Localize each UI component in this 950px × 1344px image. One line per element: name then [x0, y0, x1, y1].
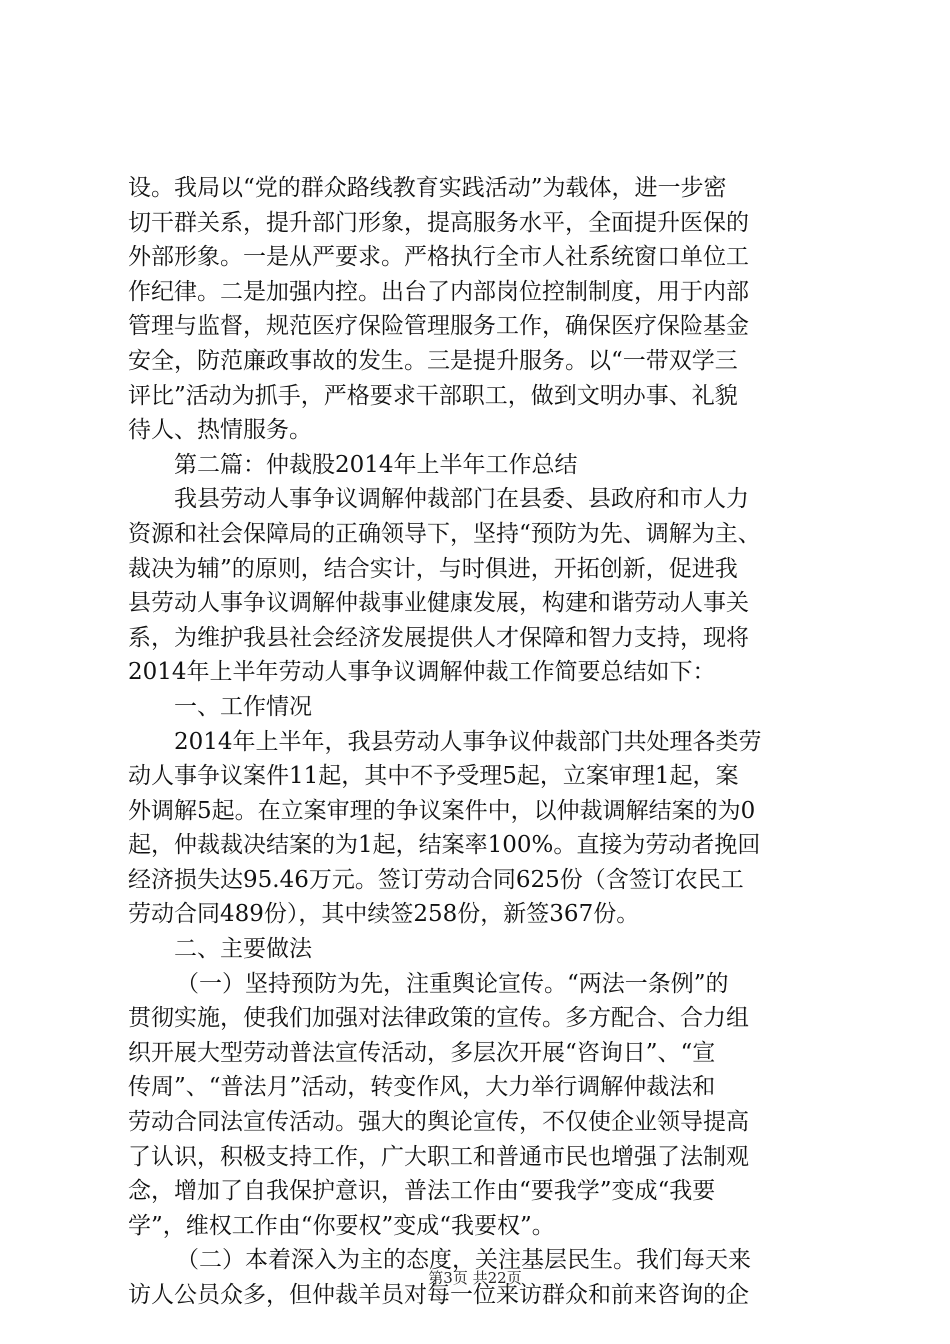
- text-line: 外部形象。一是从严要求。严格执行全市人社系统窗口单位工: [128, 244, 749, 271]
- text-line: 起，仲裁裁决结案的为1起，结案率100%。直接为劳动者挽回: [128, 832, 761, 859]
- text-line: 动人事争议案件11起，其中不予受理5起，立案审理1起，案: [128, 763, 739, 790]
- text-line: 评比”活动为抓手，严格要求干部职工，做到文明办事、礼貌: [128, 382, 738, 409]
- page-footer: 第3页 共22页: [428, 1269, 522, 1287]
- text-line: 县劳动人事争议调解仲裁事业健康发展，构建和谐劳动人事关: [128, 590, 749, 617]
- text-line: 劳动合同法宣传活动。强大的舆论宣传，不仅使企业领导提高: [128, 1109, 749, 1136]
- text-line: （一）坚持预防为先，注重舆论宣传。“两法一条例”的: [176, 970, 729, 997]
- subsection-heading: 二、主要做法: [174, 936, 312, 963]
- text-line: 传周”、“普法月”活动，转变作风，大力举行调解仲裁法和: [128, 1074, 716, 1101]
- text-line: 管理与监督，规范医疗保险管理服务工作，确保医疗保险基金: [128, 313, 749, 340]
- subsection-heading: 一、工作情况: [174, 693, 312, 720]
- text-line: 作纪律。二是加强内控。出台了内部岗位控制制度，用于内部: [128, 278, 749, 305]
- text-line: 贯彻实施，使我们加强对法律政策的宣传。多方配合、合力组: [128, 1005, 749, 1032]
- text-line: 念，增加了自我保护意识，普法工作由“要我学”变成“我要: [128, 1178, 716, 1205]
- text-line: 切干群关系，提升部门形象，提高服务水平，全面提升医保的: [128, 209, 749, 236]
- text-line: 经济损失达95.46万元。签订劳动合同625份（含签订农民工: [128, 866, 744, 893]
- text-line: 我县劳动人事争议调解仲裁部门在县委、县政府和市人力: [174, 486, 749, 513]
- text-line: 资源和社会保障局的正确领导下，坚持“预防为先、调解为主、: [128, 520, 761, 547]
- text-line: 系，为维护我县社会经济发展提供人才保障和智力支持，现将: [128, 624, 749, 651]
- text-line: 裁决为辅”的原则，结合实计，与时俱进，开拓创新，促进我: [128, 555, 738, 582]
- text-line: 设。我局以“党的群众路线教育实践活动”为载体，进一步密: [128, 175, 727, 201]
- text-line: 2014年上半年劳动人事争议调解仲裁工作简要总结如下：: [128, 659, 716, 686]
- section-heading: 第二篇：仲裁股2014年上半年工作总结: [174, 451, 578, 478]
- text-line: 访人公员众多，但仲裁羊员对每一位来访群众和前来咨询的企: [128, 1282, 749, 1308]
- document-body: [128, 171, 828, 1313]
- text-line: 安全，防范廉政事故的发生。三是提升服务。以“一带双学三: [128, 347, 738, 374]
- text-line: 织开展大型劳动普法宣传活动，多层次开展“咨询日”、“宣: [128, 1039, 716, 1066]
- text-line: 劳动合同489份），其中续签258份，新签367份。: [128, 901, 640, 928]
- text-line: 2014年上半年，我县劳动人事争议仲裁部门共处理各类劳: [174, 728, 762, 755]
- text-line: 待人、热情服务。: [128, 417, 312, 444]
- text-line: （二）本着深入为主的态度，关注基层民生。我们每天来: [176, 1247, 751, 1274]
- text-line: 了认识，积极支持工作，广大职工和普通市民也增强了法制观: [128, 1143, 749, 1170]
- text-line: 学”，维权工作由“你要权”变成“我要权”。: [128, 1212, 555, 1239]
- text-line: 外调解5起。在立案审理的争议案件中，以仲裁调解结案的为0: [128, 797, 756, 824]
